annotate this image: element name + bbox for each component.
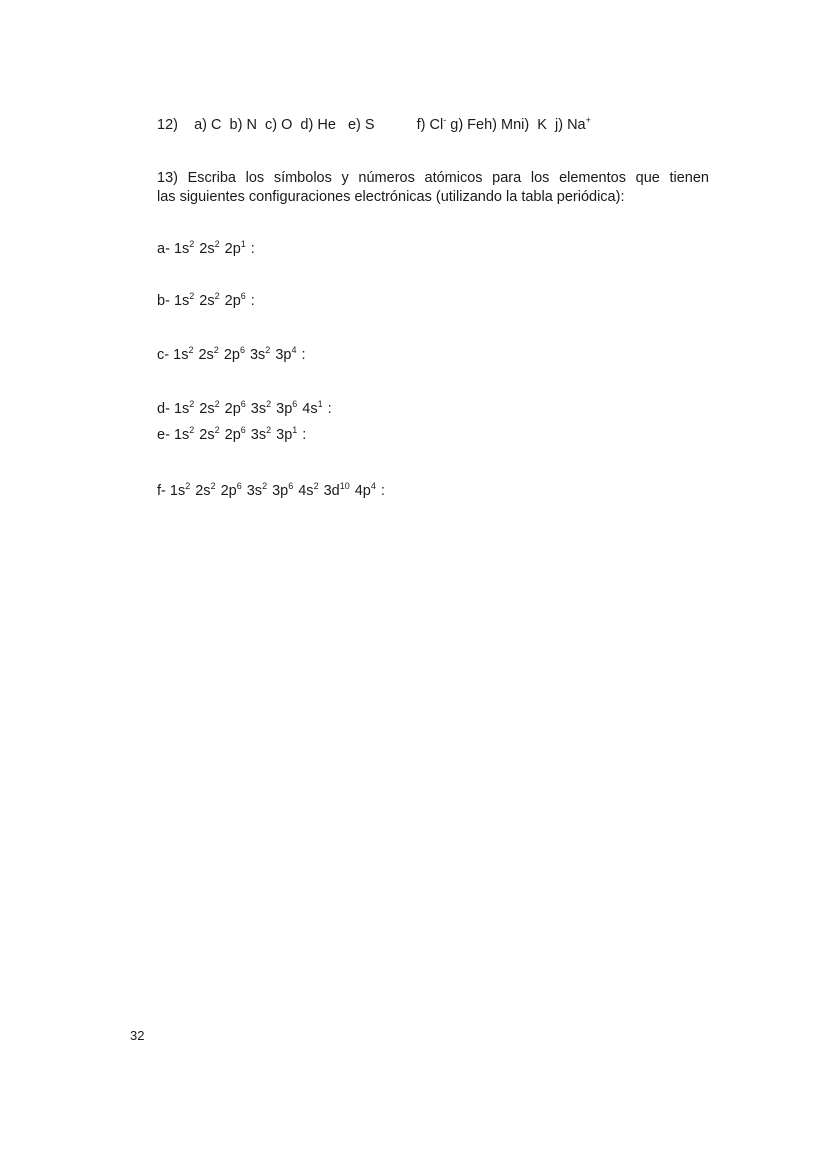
orbital-term bbox=[276, 401, 297, 417]
orbital-term bbox=[170, 483, 190, 499]
orbital: 3d bbox=[323, 483, 340, 499]
orbital-term bbox=[174, 293, 194, 309]
page-number: 32 bbox=[130, 1028, 145, 1043]
orbital-term bbox=[272, 483, 293, 499]
orbital-term bbox=[199, 427, 219, 443]
config-label: f- bbox=[157, 483, 166, 499]
electron-count: 4 bbox=[291, 345, 297, 355]
electron-count: 2 bbox=[189, 425, 195, 435]
electron-count: 2 bbox=[189, 239, 195, 249]
electron-count: 2 bbox=[185, 481, 191, 491]
config-label: b- bbox=[157, 293, 170, 309]
orbital-term bbox=[251, 427, 271, 443]
electron-count: 6 bbox=[240, 399, 246, 409]
electron-count: 2 bbox=[188, 345, 194, 355]
orbital: 3p bbox=[276, 401, 293, 417]
config-label: d- bbox=[157, 401, 170, 417]
orbital: 2s bbox=[199, 293, 215, 309]
electron-count: 2 bbox=[266, 425, 272, 435]
electron-configuration: f- $1s^2$ $2s^2$ $2p^6$ $3s^2$ $3p^6$ $4s^2$ $3d^{10}$ $4p^4$ : bbox=[157, 481, 385, 499]
orbital: 2p bbox=[220, 483, 237, 499]
electron-count: 6 bbox=[240, 291, 246, 301]
orbital: 3s bbox=[250, 401, 267, 417]
orbital-term bbox=[250, 347, 270, 363]
orbital-term bbox=[199, 293, 219, 309]
answer-items: a) C b) N c) O d) He e) S bbox=[194, 117, 375, 133]
orbital: 4s bbox=[302, 401, 318, 417]
orbital-term bbox=[302, 401, 322, 417]
electron-count: 2 bbox=[213, 345, 219, 355]
charge: - bbox=[443, 115, 447, 125]
orbital: 1s bbox=[173, 241, 190, 257]
electron-count: 6 bbox=[292, 399, 298, 409]
electron-count: 2 bbox=[266, 399, 272, 409]
orbital: 4s bbox=[298, 483, 314, 499]
orbital-term bbox=[324, 483, 350, 499]
orbital-term bbox=[174, 401, 194, 417]
electron-count: 2 bbox=[262, 481, 268, 491]
electron-count: 2 bbox=[214, 291, 220, 301]
orbital: 2s bbox=[198, 347, 214, 363]
orbital-term bbox=[174, 427, 194, 443]
electron-configuration: c- $1s^2$ $2s^2$ $2p^6$ $3s^2$ $3p^4$ : bbox=[157, 345, 306, 363]
orbital-term bbox=[275, 347, 296, 363]
electron-count: 10 bbox=[339, 481, 350, 491]
electron-count: 6 bbox=[288, 481, 294, 491]
orbital: 2s bbox=[199, 401, 215, 417]
orbital-term bbox=[174, 241, 194, 257]
orbital: 1s bbox=[173, 427, 190, 443]
electron-count: 6 bbox=[240, 425, 246, 435]
electron-count: 1 bbox=[292, 425, 298, 435]
orbital-term bbox=[198, 347, 218, 363]
orbital: 1s bbox=[173, 401, 190, 417]
electron-configuration: a- $1s^2$ $2s^2$ $2p^1$ : bbox=[157, 239, 255, 257]
electron-count: 2 bbox=[265, 345, 271, 355]
orbital: 2p bbox=[224, 401, 241, 417]
orbital: 2s bbox=[199, 427, 215, 443]
orbital: 2p bbox=[223, 347, 240, 363]
orbital-term bbox=[247, 483, 267, 499]
electron-count: 2 bbox=[214, 399, 220, 409]
orbital-term bbox=[225, 293, 246, 309]
orbital-term bbox=[225, 401, 246, 417]
electron-count: 2 bbox=[210, 481, 216, 491]
electron-count: 6 bbox=[239, 345, 245, 355]
orbital: 3p bbox=[272, 483, 289, 499]
orbital: 3p bbox=[276, 427, 293, 443]
orbital: 2p bbox=[224, 427, 241, 443]
electron-count: 2 bbox=[189, 291, 195, 301]
config-label: e- bbox=[157, 427, 170, 443]
orbital: 1s bbox=[173, 347, 189, 363]
electron-count: 6 bbox=[236, 481, 242, 491]
orbital-term bbox=[225, 427, 246, 443]
orbital-term bbox=[276, 427, 297, 443]
electron-count: 2 bbox=[214, 425, 220, 435]
electron-configuration: d- $1s^2$ $2s^2$ $2p^6$ $3s^2$ $3p^6$ $4s^1$ : bbox=[157, 399, 332, 417]
config-label: c- bbox=[157, 347, 170, 363]
orbital: 1s bbox=[173, 293, 190, 309]
config-label: a- bbox=[157, 241, 170, 257]
orbital: 1s bbox=[169, 483, 186, 499]
orbital-term bbox=[224, 347, 245, 363]
orbital: 2s bbox=[199, 241, 215, 257]
orbital: 3s bbox=[250, 427, 267, 443]
electron-count: 1 bbox=[317, 399, 323, 409]
orbital: 4p bbox=[354, 483, 371, 499]
question-12 bbox=[157, 117, 591, 133]
orbital-term bbox=[225, 241, 246, 257]
orbital: 3p bbox=[275, 347, 292, 363]
orbital-term bbox=[355, 483, 376, 499]
orbital: 2p bbox=[224, 241, 241, 257]
answer-items: g) Feh) Mni) K j) Na bbox=[446, 117, 586, 133]
electron-count: 1 bbox=[240, 239, 246, 249]
electron-configuration: e- $1s^2$ $2s^2$ $2p^6$ $3s^2$ $3p^1$ : bbox=[157, 425, 307, 443]
orbital: 2p bbox=[224, 293, 241, 309]
orbital: 3s bbox=[249, 347, 266, 363]
orbital-term bbox=[199, 401, 219, 417]
orbital-term bbox=[251, 401, 271, 417]
charge: + bbox=[585, 115, 591, 125]
orbital: 3s bbox=[246, 483, 263, 499]
question-number: 12) bbox=[157, 117, 178, 133]
electron-count: 2 bbox=[189, 399, 195, 409]
electron-count: 4 bbox=[370, 481, 376, 491]
orbital-term bbox=[298, 483, 318, 499]
orbital-term bbox=[199, 241, 219, 257]
electron-count: 2 bbox=[214, 239, 220, 249]
orbital-term bbox=[173, 347, 193, 363]
question-13 bbox=[157, 169, 709, 207]
electron-count: 2 bbox=[313, 481, 319, 491]
question-text-line: las siguientes configuraciones electrónicas (utilizando la tabla periódica): bbox=[157, 189, 625, 205]
question-text-line: 13) Escriba los símbolos y números atómicos para los elementos que tienen bbox=[157, 170, 709, 186]
answer-item-f: f) Cl bbox=[416, 117, 444, 133]
orbital-term bbox=[195, 483, 215, 499]
electron-configuration: b- $1s^2$ $2s^2$ $2p^6$ : bbox=[157, 291, 255, 309]
orbital-term bbox=[221, 483, 242, 499]
orbital: 2s bbox=[195, 483, 211, 499]
